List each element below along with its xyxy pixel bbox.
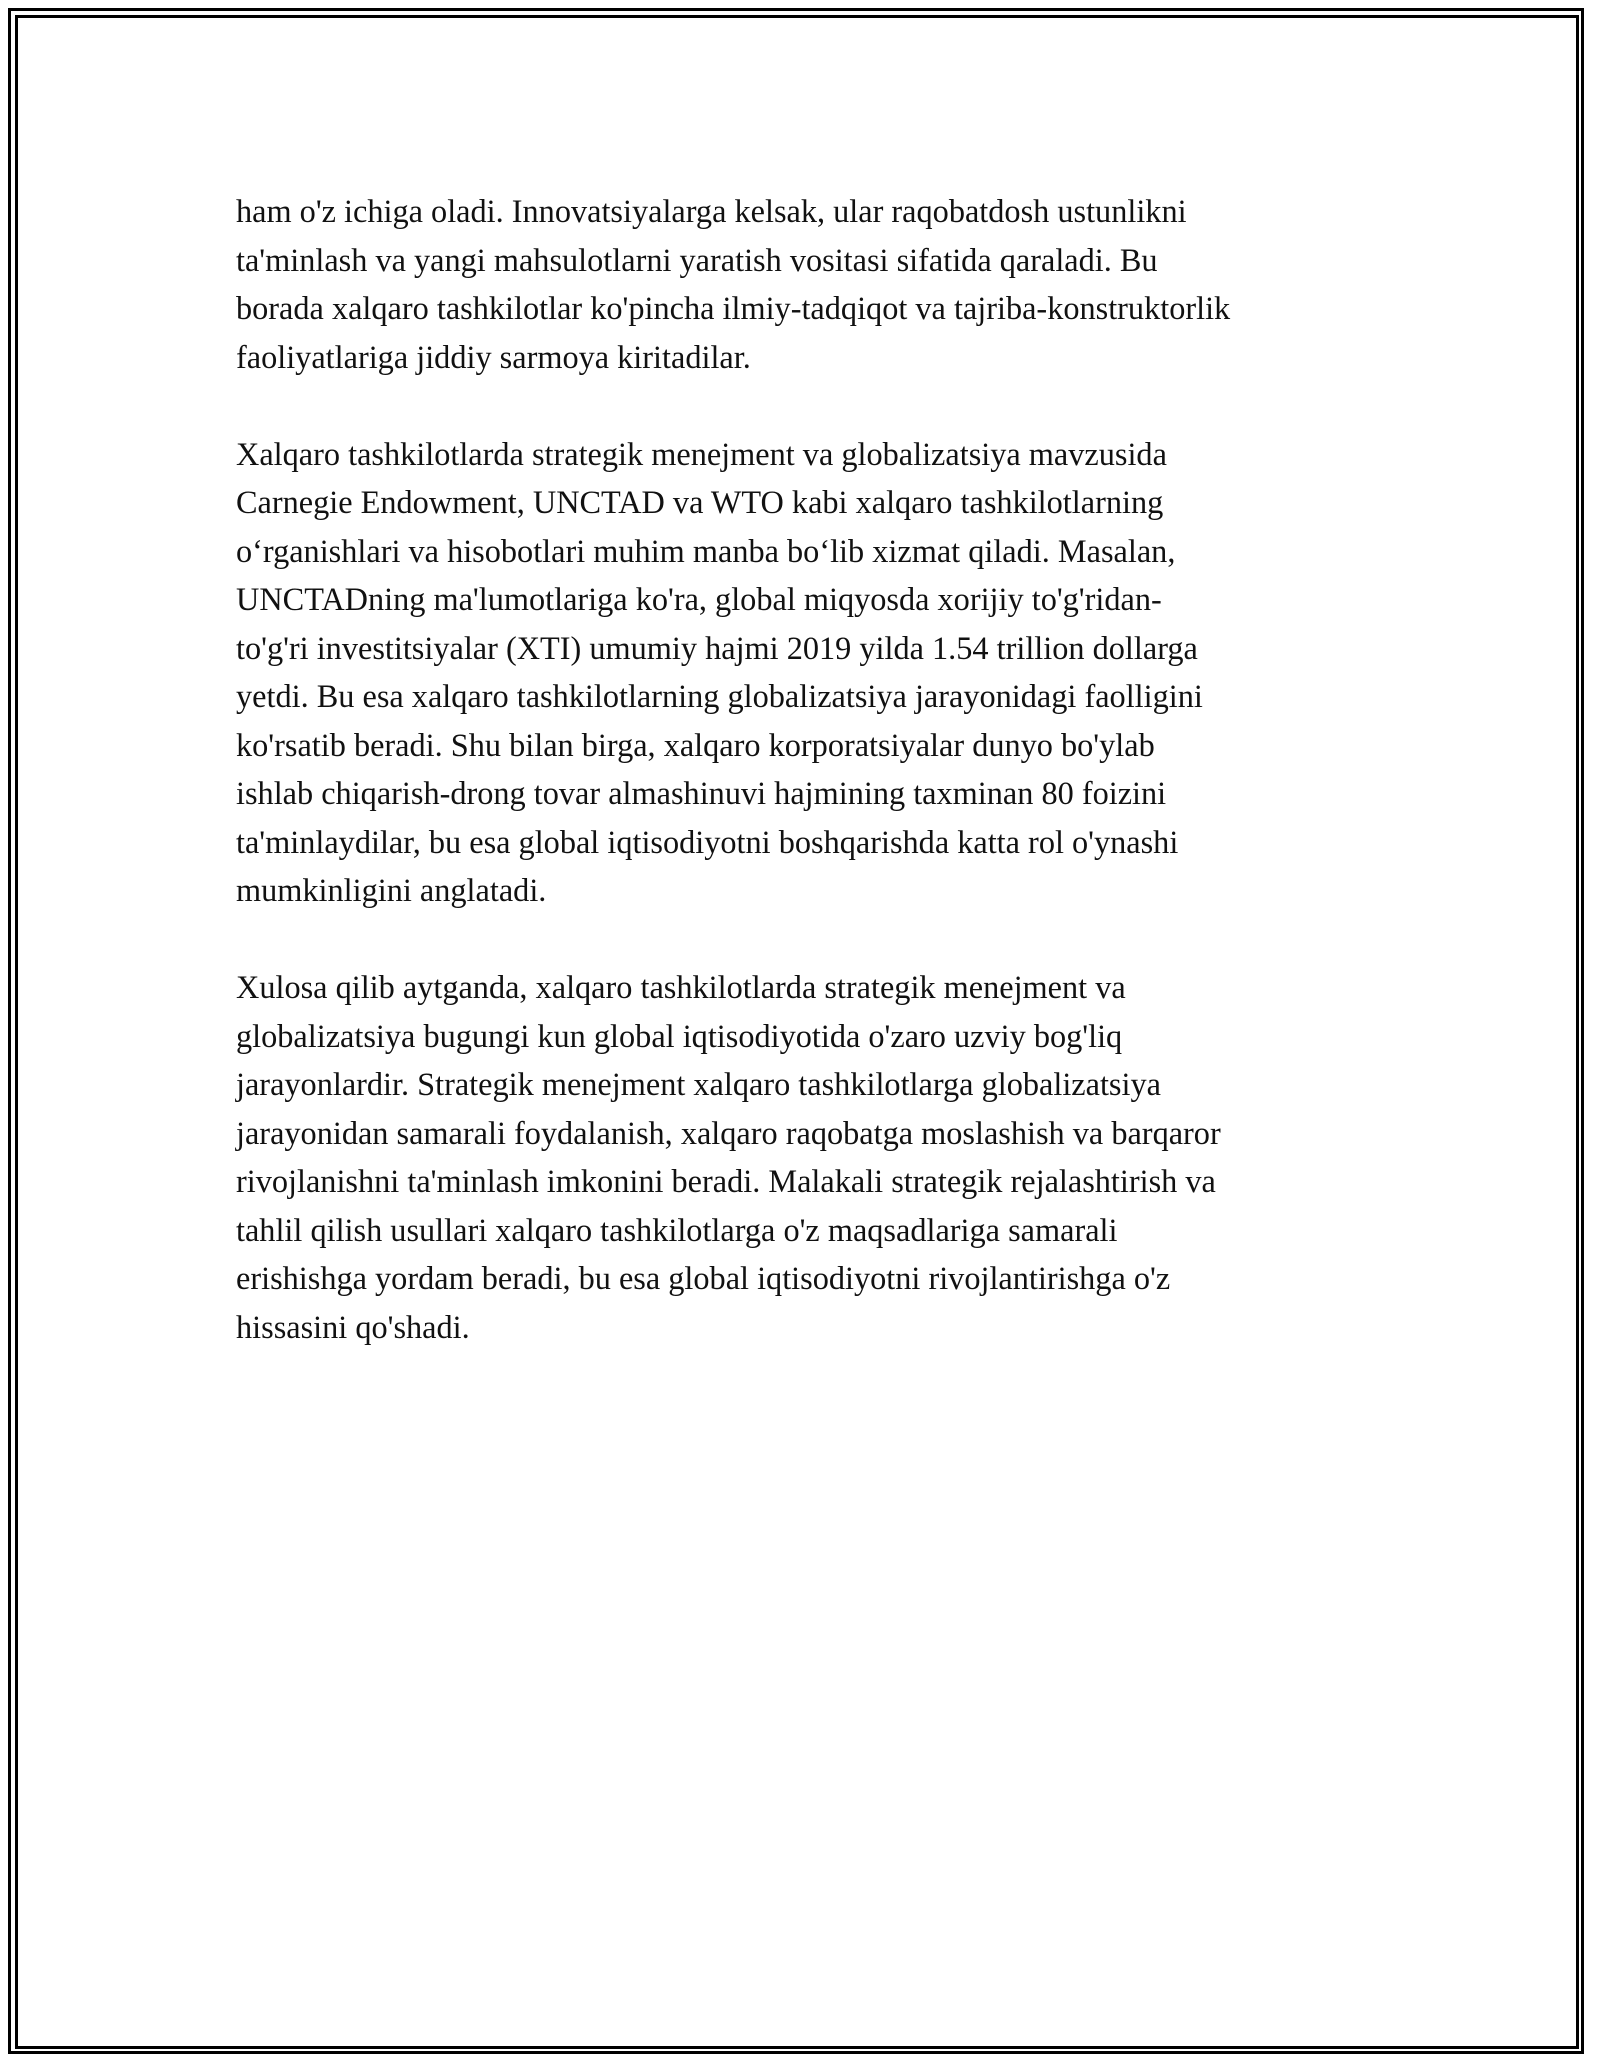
- text-line: to'g'ri investitsiyalar (XTI) umumiy hajmi 2019 yilda 1.54 trillion dollarga: [236, 629, 1198, 666]
- text-line: hissasini qo'shadi.: [236, 1308, 470, 1345]
- document-body: [236, 187, 1376, 1400]
- text-line: yetdi. Bu esa xalqaro tashkilotlarning globalizatsiya jarayonidagi faolligini: [236, 678, 1203, 714]
- text-line: ishlab chiqarish-drong tovar almashinuvi hajmining taxminan 80 foizini: [236, 775, 1167, 811]
- text-line: ta'minlash va yangi mahsulotlarni yaratish vositasi sifatida qaraladi. Bu: [236, 241, 1158, 278]
- text-line: Xalqaro tashkilotlarda strategik menejment va globalizatsiya mavzusida: [236, 435, 1167, 472]
- text-line: o‘rganishlari va hisobotlari muhim manba bo‘lib xizmat qiladi. Masalan,: [236, 532, 1176, 569]
- text-line: rivojlanishni ta'minlash imkonini beradi. Malakali strategik rejalashtirish va: [236, 1163, 1216, 1199]
- text-line: erishishga yordam beradi, bu esa global iqtisodiyotni rivojlantirishga o'z: [236, 1260, 1171, 1296]
- text-line: Xulosa qilib aytganda, xalqaro tashkilotlarda strategik menejment va: [236, 969, 1126, 1005]
- text-line: faoliyatlariga jiddiy sarmoya kiritadilar.: [236, 338, 751, 375]
- paragraph-conclusion: [236, 963, 1376, 1351]
- text-line: ta'minlaydilar, bu esa global iqtisodiyotni boshqarishda katta rol o'ynashi: [236, 823, 1179, 860]
- text-line: borada xalqaro tashkilotlar ko'pincha ilmiy-tadqiqot va tajriba-konstruktorlik: [236, 290, 1231, 326]
- text-line: mumkinligini anglatadi.: [236, 872, 547, 908]
- text-line: ham o'z ichiga oladi. Innovatsiyalarga kelsak, ular raqobatdosh ustunlikni: [236, 193, 1187, 229]
- text-line: jarayonidan samarali foydalanish, xalqaro raqobatga moslashish va barqaror: [236, 1114, 1221, 1151]
- text-line: Carnegie Endowment, UNCTAD va WTO kabi xalqaro tashkilotlarning: [236, 484, 1164, 520]
- text-line: jarayonlardir. Strategik menejment xalqaro tashkilotlarga globalizatsiya: [236, 1066, 1161, 1102]
- text-line: UNCTADning ma'lumotlariga ko'ra, global miqyosda xorijiy to'g'ridan-: [236, 581, 1162, 617]
- text-line: globalizatsiya bugungi kun global iqtisodiyotida o'zaro uzviy bog'liq: [236, 1017, 1123, 1054]
- paragraph-innovations: [236, 187, 1376, 381]
- text-line: ko'rsatib beradi. Shu bilan birga, xalqaro korporatsiyalar dunyo bo'ylab: [236, 726, 1155, 763]
- paragraph-sources: [236, 430, 1376, 915]
- text-line: tahlil qilish usullari xalqaro tashkilotlarga o'z maqsadlariga samarali: [236, 1211, 1118, 1248]
